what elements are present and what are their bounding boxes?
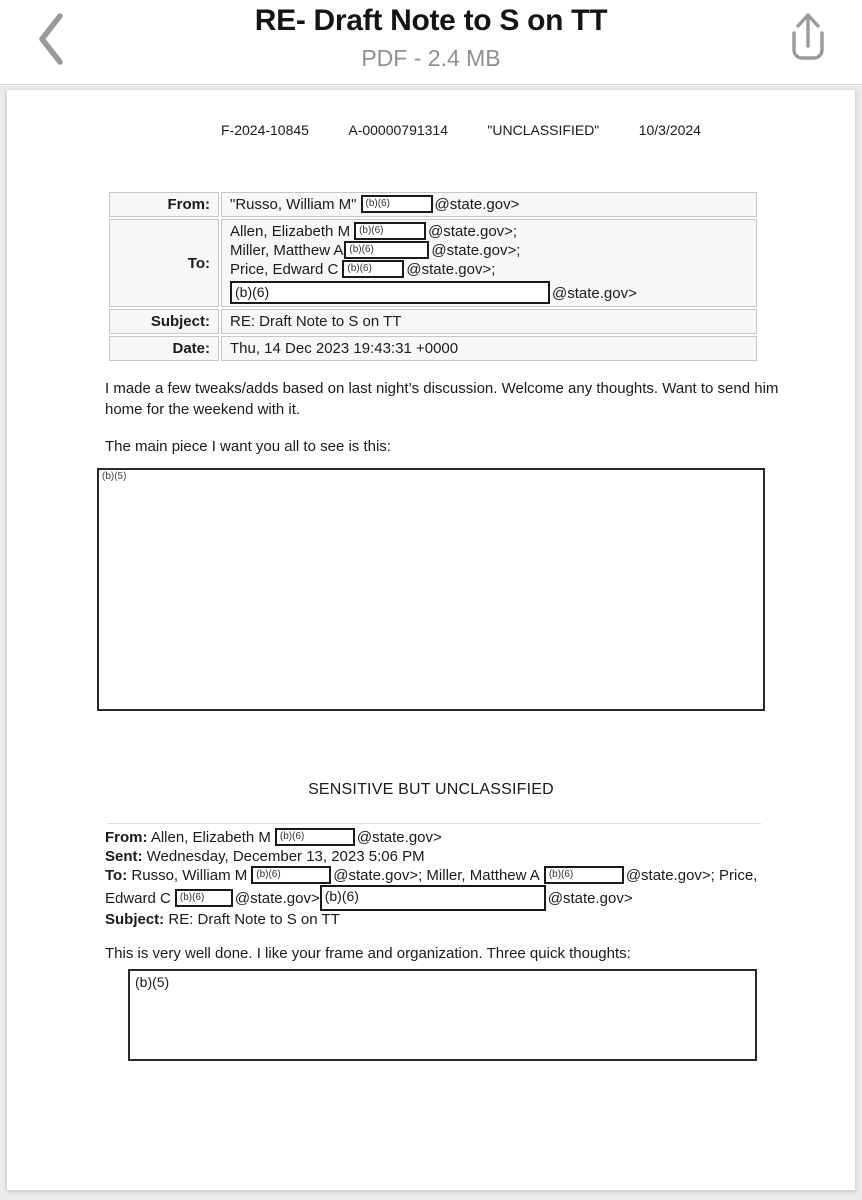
redaction-b6-box: (b)(6) [342, 260, 404, 278]
recipient-text: @state.gov> [547, 890, 633, 907]
recipient-line [230, 222, 748, 241]
body-text-line: home for the weekend with it. [105, 401, 301, 418]
recipient-text: @state.gov>; Miller, Matthew A [333, 867, 540, 884]
recipient-text: Russo, William M [131, 867, 248, 884]
redaction-label: (b)(5) [102, 471, 127, 482]
to-value [221, 219, 757, 307]
quoted-subject-line [105, 910, 785, 929]
subject-label: Subject: [109, 309, 219, 334]
sent-label: Sent: [105, 848, 143, 865]
chevron-left-icon [22, 6, 82, 72]
subject-value: RE: Draft Note to S on TT [221, 309, 757, 334]
email-suffix: @state.gov> [552, 285, 637, 302]
from-value [221, 192, 757, 217]
redaction-b6-box: (b)(6) [344, 241, 429, 259]
redaction-b5-block [97, 468, 765, 711]
recipient-name: Price, Edward C [230, 261, 339, 278]
sender-name: "Russo, William M" [230, 196, 357, 213]
redaction-b6-box: (b)(6) [544, 866, 624, 884]
classification-marking: "UNCLASSIFIED" [487, 122, 600, 138]
subject-row [109, 309, 757, 334]
body-paragraph [105, 378, 778, 420]
body-paragraph: The main piece I want you all to see is this: [105, 438, 391, 455]
redaction-b6-box: (b)(6) [251, 866, 331, 884]
release-date: 10/3/2024 [638, 122, 701, 138]
email-suffix: @state.gov>; [428, 223, 518, 240]
page-title: RE- Draft Note to S on TT [254, 4, 608, 37]
from-row [109, 192, 757, 217]
redaction-b5-block [128, 969, 757, 1061]
from-label: From: [109, 192, 219, 217]
quoted-to-line-1 [105, 866, 785, 885]
recipient-line [230, 260, 748, 279]
recipient-name: Allen, Elizabeth M [230, 223, 351, 240]
sender-name: Allen, Elizabeth M [150, 829, 271, 846]
quoted-to-line-2 [105, 885, 785, 910]
from-label: From: [105, 829, 148, 846]
redaction-label: (b)(5) [135, 974, 170, 990]
email-suffix: @state.gov>; [406, 261, 496, 278]
sensitivity-banner: SENSITIVE BUT UNCLASSIFIED [308, 781, 554, 798]
recipient-text: @state.gov>; Price, [625, 867, 758, 884]
redaction-b6-box: (b)(6) [175, 889, 233, 907]
date-label: Date: [109, 336, 219, 361]
back-button[interactable] [22, 6, 82, 72]
body-text-line: I made a few tweaks/adds based on last night’s discussion. Welcome any thoughts. Want to send him [105, 380, 779, 397]
navigation-bar [0, 0, 862, 85]
recipient-line [230, 281, 748, 304]
subject-value: RE: Draft Note to S on TT [168, 911, 340, 928]
email-suffix: @state.gov>; [431, 242, 521, 259]
section-divider [107, 823, 761, 824]
quoted-from-line [105, 828, 785, 847]
email-suffix: @state.gov> [356, 829, 442, 846]
sent-value: Wednesday, December 13, 2023 5:06 PM [146, 848, 425, 865]
recipient-name: Miller, Matthew A [230, 242, 344, 259]
recipient-text: @state.gov> [234, 890, 320, 907]
email-header-table [107, 190, 759, 363]
pdf-viewport[interactable] [0, 86, 862, 1200]
quoted-sent-line [105, 847, 785, 866]
redaction-b6-box: (b)(6) [354, 222, 426, 240]
body-paragraph: This is very well done. I like your frame and organization. Three quick thoughts: [105, 945, 631, 962]
share-icon [776, 6, 838, 72]
date-value: Thu, 14 Dec 2023 19:43:31 +0000 [221, 336, 757, 361]
subject-label: Subject: [105, 911, 165, 928]
to-label: To: [109, 219, 219, 307]
to-row [109, 219, 757, 307]
quoted-email-header [105, 828, 785, 929]
to-label: To: [105, 867, 128, 884]
redaction-b6-box-large: (b)(6) [230, 281, 550, 304]
recipient-line [230, 241, 748, 260]
file-meta: PDF - 2.4 MB [361, 45, 501, 71]
email-suffix: @state.gov> [434, 196, 520, 213]
redaction-b6-box: (b)(6) [275, 828, 355, 846]
foia-meta-line [221, 122, 701, 138]
date-row [109, 336, 757, 361]
pdf-page [7, 90, 855, 1190]
redaction-b6-box: (b)(6) [361, 195, 433, 213]
redaction-b6-box-large: (b)(6) [320, 885, 546, 911]
recipient-text: Edward C [105, 890, 171, 907]
document-id: A-00000791314 [348, 122, 449, 138]
case-number: F-2024-10845 [221, 122, 309, 138]
share-button[interactable] [776, 6, 838, 72]
